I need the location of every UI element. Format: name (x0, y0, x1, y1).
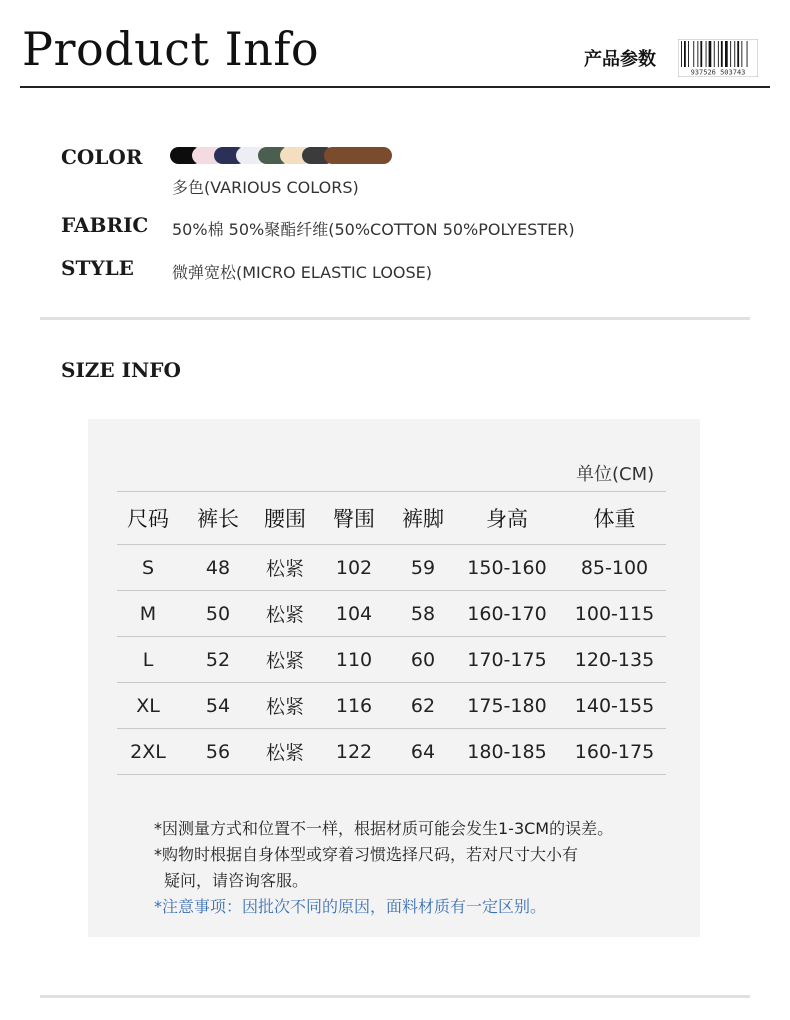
table-cell: 松紧 (257, 729, 313, 775)
table-cell: 122 (313, 729, 395, 775)
table-cell: 102 (313, 545, 395, 591)
fabric-label: FABRIC (61, 213, 149, 237)
table-cell: 116 (313, 683, 395, 729)
barcode-icon (678, 39, 758, 77)
table-cell: 58 (395, 591, 451, 637)
table-cell: 180-185 (451, 729, 563, 775)
size-table (117, 491, 666, 775)
table-cell: 60 (395, 637, 451, 683)
table-cell: 2XL (117, 729, 179, 775)
table-row (117, 591, 666, 637)
table-row (117, 637, 666, 683)
style-value: 微弹宽松(MICRO ELASTIC LOOSE) (172, 263, 433, 282)
table-cell: 140-155 (563, 683, 666, 729)
column-header: 体重 (563, 492, 666, 545)
note-purchase: *购物时根据自身体型或穿着习惯选择尺码，若对尺寸大小有 (154, 845, 579, 864)
table-cell: 170-175 (451, 637, 563, 683)
table-cell: 59 (395, 545, 451, 591)
table-cell: 64 (395, 729, 451, 775)
footer-divider (40, 995, 750, 998)
style-label: STYLE (61, 256, 134, 280)
table-cell: 50 (179, 591, 257, 637)
page-subtitle-cn: 产品参数 (584, 49, 656, 70)
table-cell: M (117, 591, 179, 637)
table-cell: 松紧 (257, 637, 313, 683)
color-label: COLOR (61, 145, 143, 169)
header-divider (20, 86, 770, 88)
table-cell: 104 (313, 591, 395, 637)
column-header: 臀围 (313, 492, 395, 545)
table-cell: 56 (179, 729, 257, 775)
color-swatch (324, 147, 392, 164)
table-cell: 松紧 (257, 545, 313, 591)
table-cell: 160-175 (563, 729, 666, 775)
note-warning: *注意事项：因批次不同的原因，面料材质有一定区别。 (154, 897, 547, 916)
table-cell: S (117, 545, 179, 591)
table-cell: 120-135 (563, 637, 666, 683)
table-cell: 松紧 (257, 591, 313, 637)
table-cell: 110 (313, 637, 395, 683)
unit-label: 单位(CM) (576, 464, 655, 485)
color-value: 多色(VARIOUS COLORS) (172, 178, 359, 197)
table-cell: 160-170 (451, 591, 563, 637)
size-info-title: SIZE INFO (61, 358, 181, 382)
table-cell: 100-115 (563, 591, 666, 637)
table-cell: 62 (395, 683, 451, 729)
page-title: Product Info (22, 22, 320, 76)
table-cell: 48 (179, 545, 257, 591)
table-cell: 54 (179, 683, 257, 729)
column-header: 尺码 (117, 492, 179, 545)
table-row (117, 545, 666, 591)
fabric-value: 50%棉 50%聚酯纤维(50%COTTON 50%POLYESTER) (172, 220, 575, 239)
table-cell: 175-180 (451, 683, 563, 729)
table-cell: L (117, 637, 179, 683)
note-measurement: *因测量方式和位置不一样，根据材质可能会发生1-3CM的误差。 (154, 819, 614, 838)
table-cell: 150-160 (451, 545, 563, 591)
barcode-number: 937526 503743 (690, 68, 746, 77)
note-purchase-cont: 疑问，请咨询客服。 (164, 871, 309, 890)
column-header: 裤脚 (395, 492, 451, 545)
table-cell: XL (117, 683, 179, 729)
table-cell: 85-100 (563, 545, 666, 591)
table-cell: 松紧 (257, 683, 313, 729)
table-row (117, 683, 666, 729)
color-swatches (170, 147, 392, 164)
table-cell: 52 (179, 637, 257, 683)
column-header: 身高 (451, 492, 563, 545)
section-divider (40, 317, 750, 320)
table-row (117, 729, 666, 775)
column-header: 裤长 (179, 492, 257, 545)
size-table-header (117, 492, 666, 545)
column-header: 腰围 (257, 492, 313, 545)
